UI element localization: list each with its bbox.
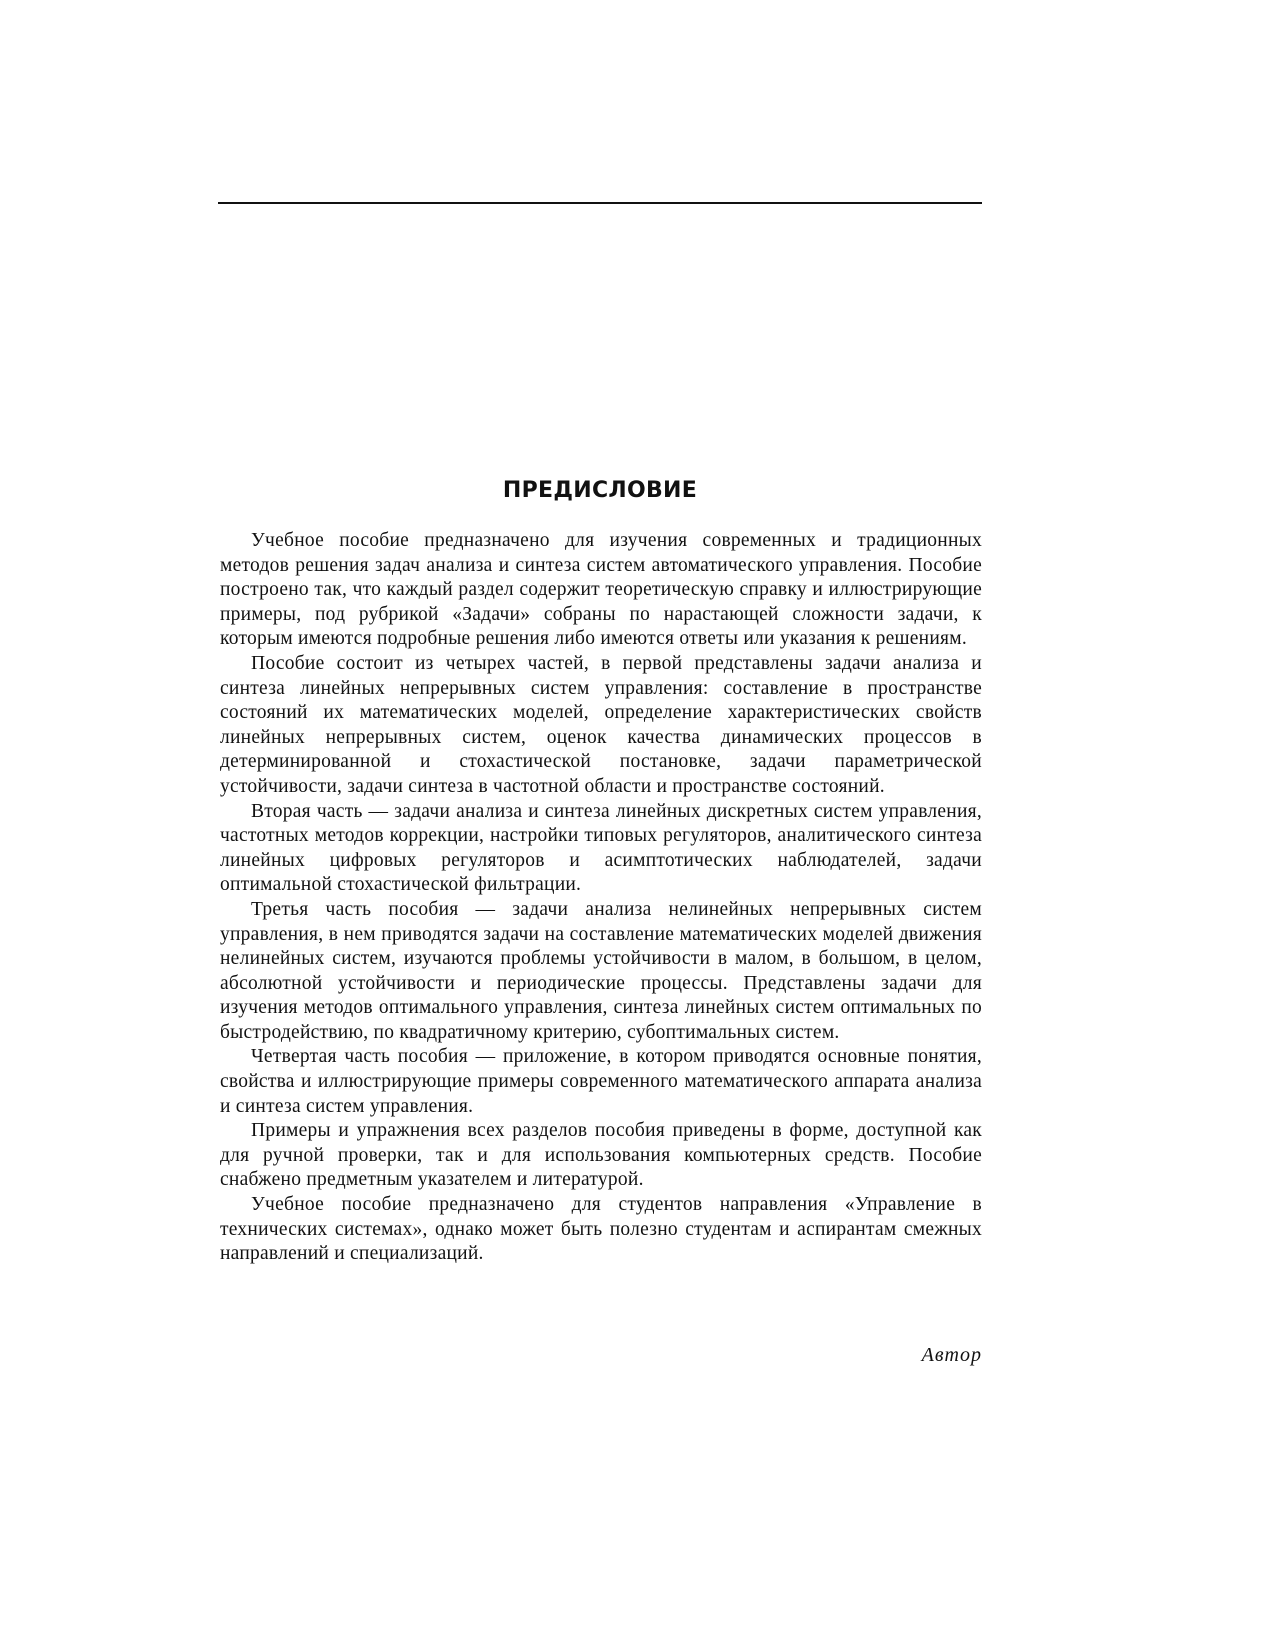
paragraph-6: Примеры и упражнения всех разделов пособия приведены в форме, доступной как для ручной проверки, так и для использования компьютерных средств. Пособие снабжено предметным указателем и литературой. [220,1120,982,1191]
top-rule [218,202,982,204]
paragraph-3: Вторая часть — задачи анализа и синтеза линейных дискретных систем управления, частотных методов коррекции, настройки типовых регуляторов, аналитического синтеза линейных цифровых регуляторов и асимптотических наблюдателей, задачи оптимальной стохастической фильтрации. [220,800,982,896]
paragraph-4: Третья часть пособия — задачи анализа нелинейных непрерывных систем управления, в нем приводятся задачи на составление математических моделей движения нелинейных систем, изучаются проблемы устойчивости в малом, в большом, в целом, абсолютной устойчивости и периодические процессы. Представлены задачи для изучения методов оптимального управления, синтеза линейных систем оптимальных по быстродействию, по квадратичному критерию, субоптимальных систем. [220,898,982,1043]
paragraph-2: Пособие состоит из четырех частей, в первой представлены задачи анализа и синтеза линейных непрерывных систем управления: составление в пространстве состояний их математических моделей, определение характеристических свойств линейных непрерывных систем, оценок качества динамических процессов в детерминированной и стохастической постановке, задачи параметрической устойчивости, задачи синтеза в частотной области и пространстве состояний. [220,652,982,797]
paragraph-7: Учебное пособие предназначено для студентов направления «Управление в технических системах», однако может быть полезно студентам и аспирантам смежных направлений и специализаций. [220,1194,982,1265]
preface-body [220,529,982,1267]
paragraph-1: Учебное пособие предназначено для изучения современных и традиционных методов решения задач анализа и синтеза систем автоматического управления. Пособие построено так, что каждый раздел содержит теоретическую справку и иллюстрирующие примеры, под рубрикой «Задачи» собраны по нарастающей сложности задачи, к которым имеются подробные решения либо имеются ответы или указания к решениям. [220,530,982,650]
paragraph-5: Четвертая часть пособия — приложение, в котором приводятся основные понятия, свойства и иллюстрирующие примеры современного математического аппарата анализа и синтеза систем управления. [220,1046,982,1117]
page-title: ПРЕДИСЛОВИЕ [502,478,698,503]
author-signature: Автор [921,1344,982,1366]
